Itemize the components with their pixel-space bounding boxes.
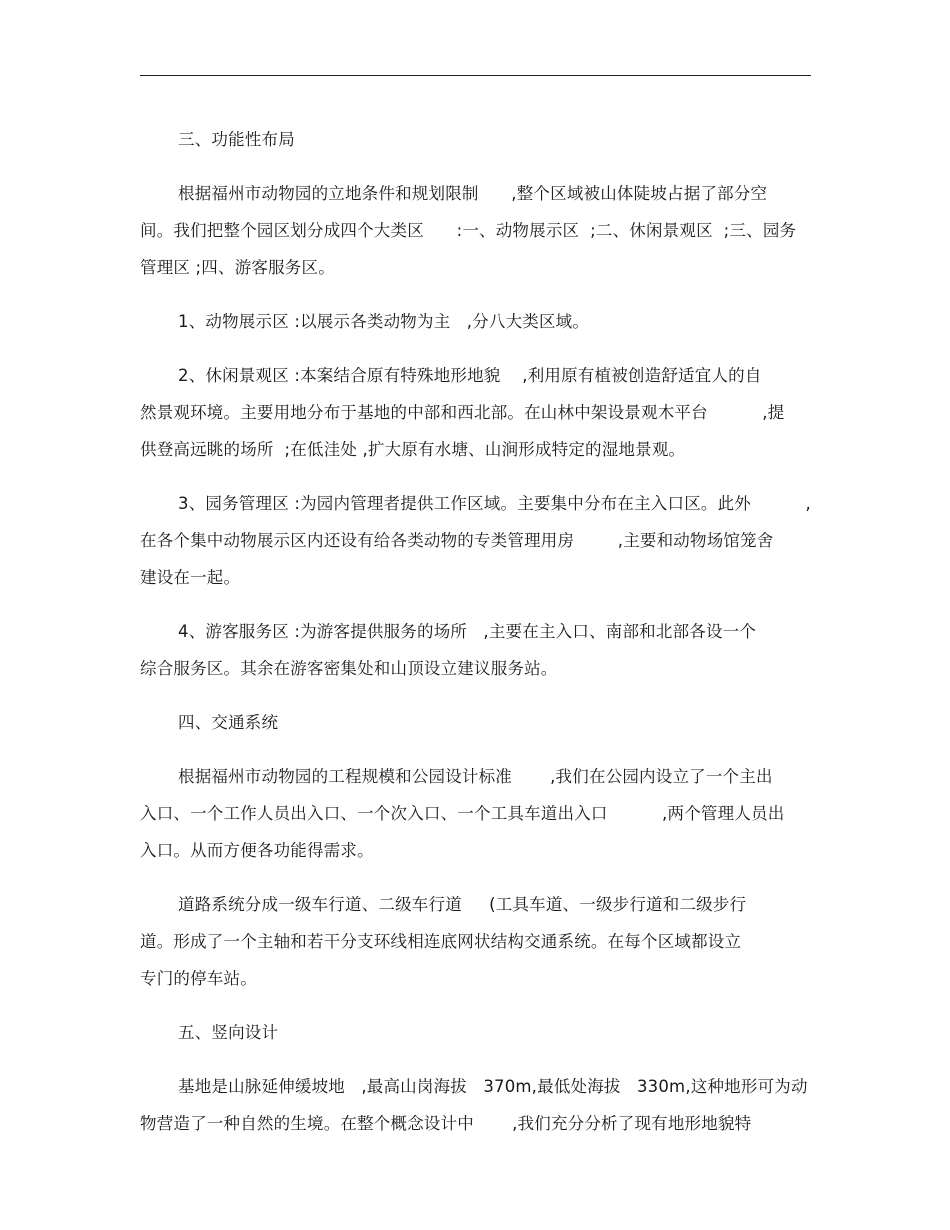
paragraph-line: 根据福州市动物园的工程规模和公园设计标准 ,我们在公园内设立了一个主出 <box>178 767 773 786</box>
paragraph-line: 间。我们把整个园区划分成四个大类区 :一、动物展示区 ;二、休闲景观区 ;三、园务 <box>140 221 797 240</box>
section-heading: 四、交通系统 <box>178 713 279 732</box>
paragraph <box>140 758 820 869</box>
paragraph-line: 1、动物展示区 :以展示各类动物为主 ,分八大类区域。 <box>178 312 590 331</box>
paragraph-line: 道。形成了一个主轴和若干分支环线相连底网状结构交通系统。在每个区域都设立 <box>140 932 742 951</box>
paragraph <box>140 303 820 340</box>
section-heading: 三、功能性布局 <box>178 130 295 149</box>
paragraph <box>140 613 820 687</box>
paragraph-line: 入口、一个工作人员出入口、一个次入口、一个工具车道出入口 ,两个管理人员出 <box>140 804 785 823</box>
paragraph-line: 管理区 ;四、游客服务区。 <box>140 258 335 277</box>
paragraph-line: 供登高远眺的场所 ;在低洼处 ,扩大原有水塘、山涧形成特定的湿地景观。 <box>140 440 686 459</box>
paragraph-line: 专门的停车站。 <box>140 969 257 988</box>
paragraph-line: 在各个集中动物展示区内还设有给各类动物的专类管理用房 ,主要和动物场馆笼舍 <box>140 531 774 550</box>
paragraph-line: 建设在一起。 <box>140 568 241 587</box>
paragraph-line: 2、休闲景观区 :本案结合原有特殊地形地貌 ,利用原有植被创造舒适宜人的自 <box>178 366 762 385</box>
section-heading: 五、竖向设计 <box>178 1023 279 1042</box>
document-body <box>140 121 820 1159</box>
paragraph-line: 根据福州市动物园的立地条件和规划限制 ,整个区域被山体陡坡占据了部分空 <box>178 184 768 203</box>
paragraph-line: 入口。从而方便各功能得需求。 <box>140 841 374 860</box>
paragraph <box>140 886 820 997</box>
paragraph-line: 4、游客服务区 :为游客提供服务的场所 ,主要在主入口、南部和北部各设一个 <box>178 622 757 641</box>
paragraph-line: 3、园务管理区 :为园内管理者提供工作区域。主要集中分布在主入口区。此外 , <box>178 494 811 513</box>
paragraph <box>140 485 820 596</box>
paragraph-line: 道路系统分成一级车行道、二级车行道 (工具车道、一级步行道和二级步行 <box>178 895 747 914</box>
paragraph <box>140 175 820 286</box>
header-rule <box>140 75 811 76</box>
paragraph <box>140 357 820 468</box>
paragraph-line: 基地是山脉延伸缓坡地 ,最高山岗海拔 370m,最低处海拔 330m,这种地形可为动 <box>178 1077 808 1096</box>
paragraph <box>140 1068 820 1142</box>
paragraph-line: 物营造了一种自然的生境。在整个概念设计中 ,我们充分分析了现有地形地貌特 <box>140 1114 752 1133</box>
paragraph-line: 然景观环境。主要用地分布于基地的中部和西北部。在山林中架设景观木平台 ,提 <box>140 403 785 422</box>
paragraph-line: 综合服务区。其余在游客密集处和山顶设立建议服务站。 <box>140 659 558 678</box>
